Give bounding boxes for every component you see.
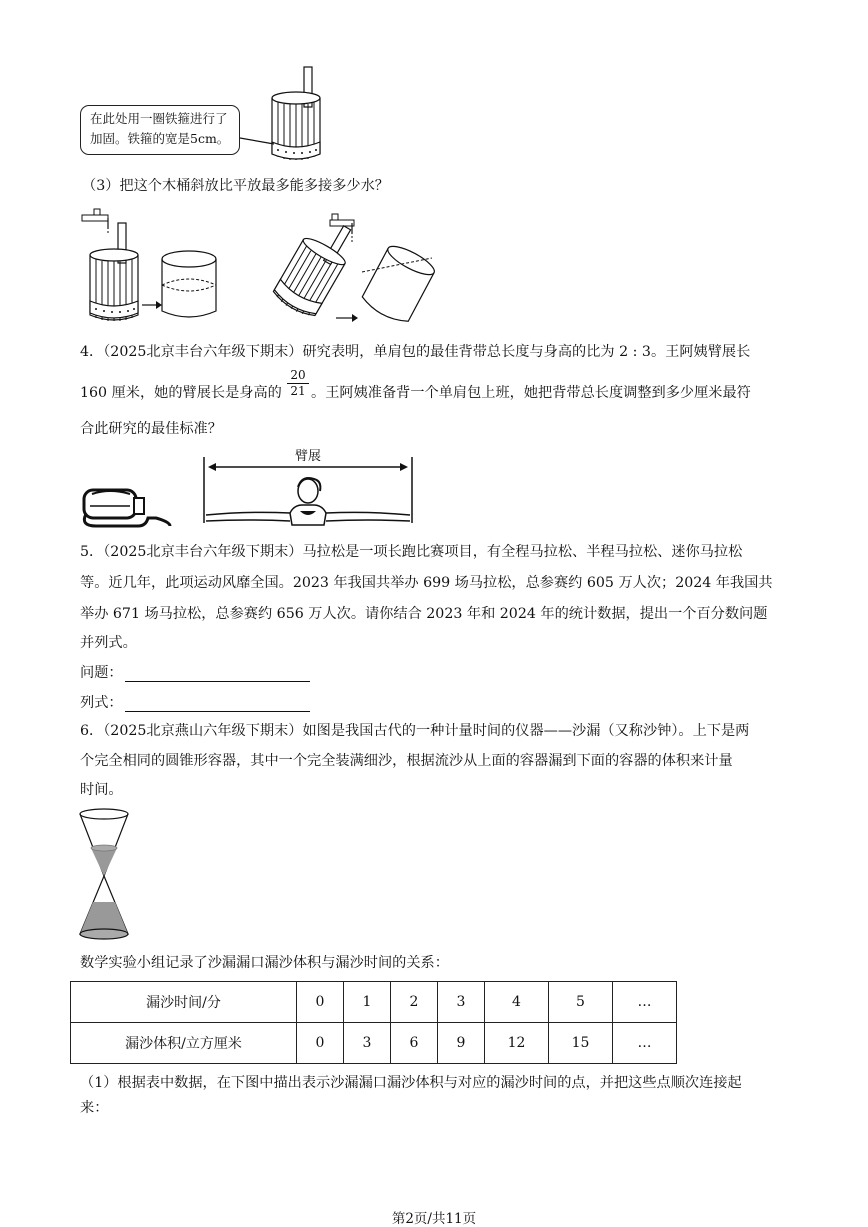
- formula-label: 列式：: [80, 695, 123, 711]
- bucket-figure-top: [268, 62, 328, 170]
- table-cell: 6: [391, 1023, 438, 1064]
- faucet-icon: [82, 209, 108, 235]
- table-cell: 12: [485, 1023, 549, 1064]
- row-header-volume: 漏沙体积/立方厘米: [71, 1023, 297, 1064]
- table-cell: 15: [549, 1023, 613, 1064]
- question-6-sub1-line1: （1）根据表中数据，在下图中描出表示沙漏漏口漏沙体积与对应的漏沙时间的点，并把这些点顺次连接起: [80, 1075, 742, 1091]
- callout-box: [80, 105, 240, 155]
- table-cell: 5: [549, 982, 613, 1023]
- formula-answer-line[interactable]: [80, 694, 310, 712]
- callout-pointer: [238, 128, 278, 148]
- bucket-upright-figure: [76, 205, 226, 330]
- arm-span-label: 臂展: [295, 449, 322, 464]
- question-6-sub1-line2: 来：: [80, 1100, 109, 1116]
- question-5-line3: 举办 671 场马拉松，总参赛约 656 万人次。请你结合 2023 年和 2024 年的统计数据，提出一个百分数问题: [80, 606, 768, 622]
- formula-blank[interactable]: [125, 697, 310, 712]
- table-cell: …: [613, 982, 677, 1023]
- table-cell: 0: [297, 982, 344, 1023]
- question-4-line2a: 160 厘米，她的臂展长是身高的: [80, 385, 282, 401]
- table-cell: …: [613, 1023, 677, 1064]
- table-cell: 2: [391, 982, 438, 1023]
- table-cell: 1: [344, 982, 391, 1023]
- question-blank[interactable]: [125, 667, 310, 682]
- question-answer-line[interactable]: [80, 664, 310, 682]
- table-cell: 3: [438, 982, 485, 1023]
- table-cell: 0: [297, 1023, 344, 1064]
- page-footer: 第2页/共11页: [391, 1211, 477, 1227]
- callout-line: 在此处用一圈铁箍进行了: [90, 111, 228, 126]
- question-6-line1: 6．（2025北京燕山六年级下期末）如图是我国古代的一种计量时间的仪器——沙漏（又称沙钟）。上下是两: [80, 723, 750, 739]
- question-5-line1: 5．（2025北京丰台六年级下期末）马拉松是一项长跑比赛项目，有全程马拉松、半程马拉松、迷你马拉松: [80, 544, 743, 560]
- table-row: [71, 1023, 677, 1064]
- table-cell: 9: [438, 1023, 485, 1064]
- question-4-line3: 合此研究的最佳标准？: [80, 421, 222, 437]
- table-cell: 4: [485, 982, 549, 1023]
- fraction-20-21: [287, 369, 309, 398]
- callout-line: 加固。铁箍的宽是5cm。: [90, 131, 230, 146]
- bucket-tilted-figure: [272, 212, 442, 332]
- question-6-line2: 个完全相同的圆锥形容器，其中一个完全装满细沙，根据流沙从上面的容器漏到下面的容器的体积来计量: [80, 753, 733, 769]
- question-3: （3）把这个木桶斜放比平放最多能多接多少水？: [82, 178, 389, 194]
- question-6-line3: 时间。: [80, 782, 123, 798]
- question-5-line4: 并列式。: [80, 635, 137, 651]
- row-header-time: 漏沙时间/分: [71, 982, 297, 1023]
- table-intro: 数学实验小组记录了沙漏漏口漏沙体积与漏沙时间的关系：: [80, 955, 449, 971]
- sand-leak-table: [70, 981, 677, 1064]
- shoulder-bag-icon: [78, 484, 173, 530]
- table-row: [71, 982, 677, 1023]
- fraction-denominator: 21: [290, 384, 306, 398]
- question-label: 问题：: [80, 665, 123, 681]
- hourglass-figure: [76, 806, 132, 944]
- question-4-line1: 4．（2025北京丰台六年级下期末）研究表明，单肩包的最佳背带总长度与身高的比为 2 : 3。王阿姨臂展长: [80, 344, 751, 360]
- question-5-line2: 等。近几年，此项运动风靡全国。2023 年我国共举办 699 场马拉松，总参赛约 605 万人次；2024 年我国共: [80, 575, 773, 591]
- question-4-line2b: 。王阿姨准备背一个单肩包上班，她把背带总长度调整到多少厘米最符: [311, 385, 751, 401]
- table-cell: 3: [344, 1023, 391, 1064]
- fraction-numerator: 20: [287, 369, 309, 384]
